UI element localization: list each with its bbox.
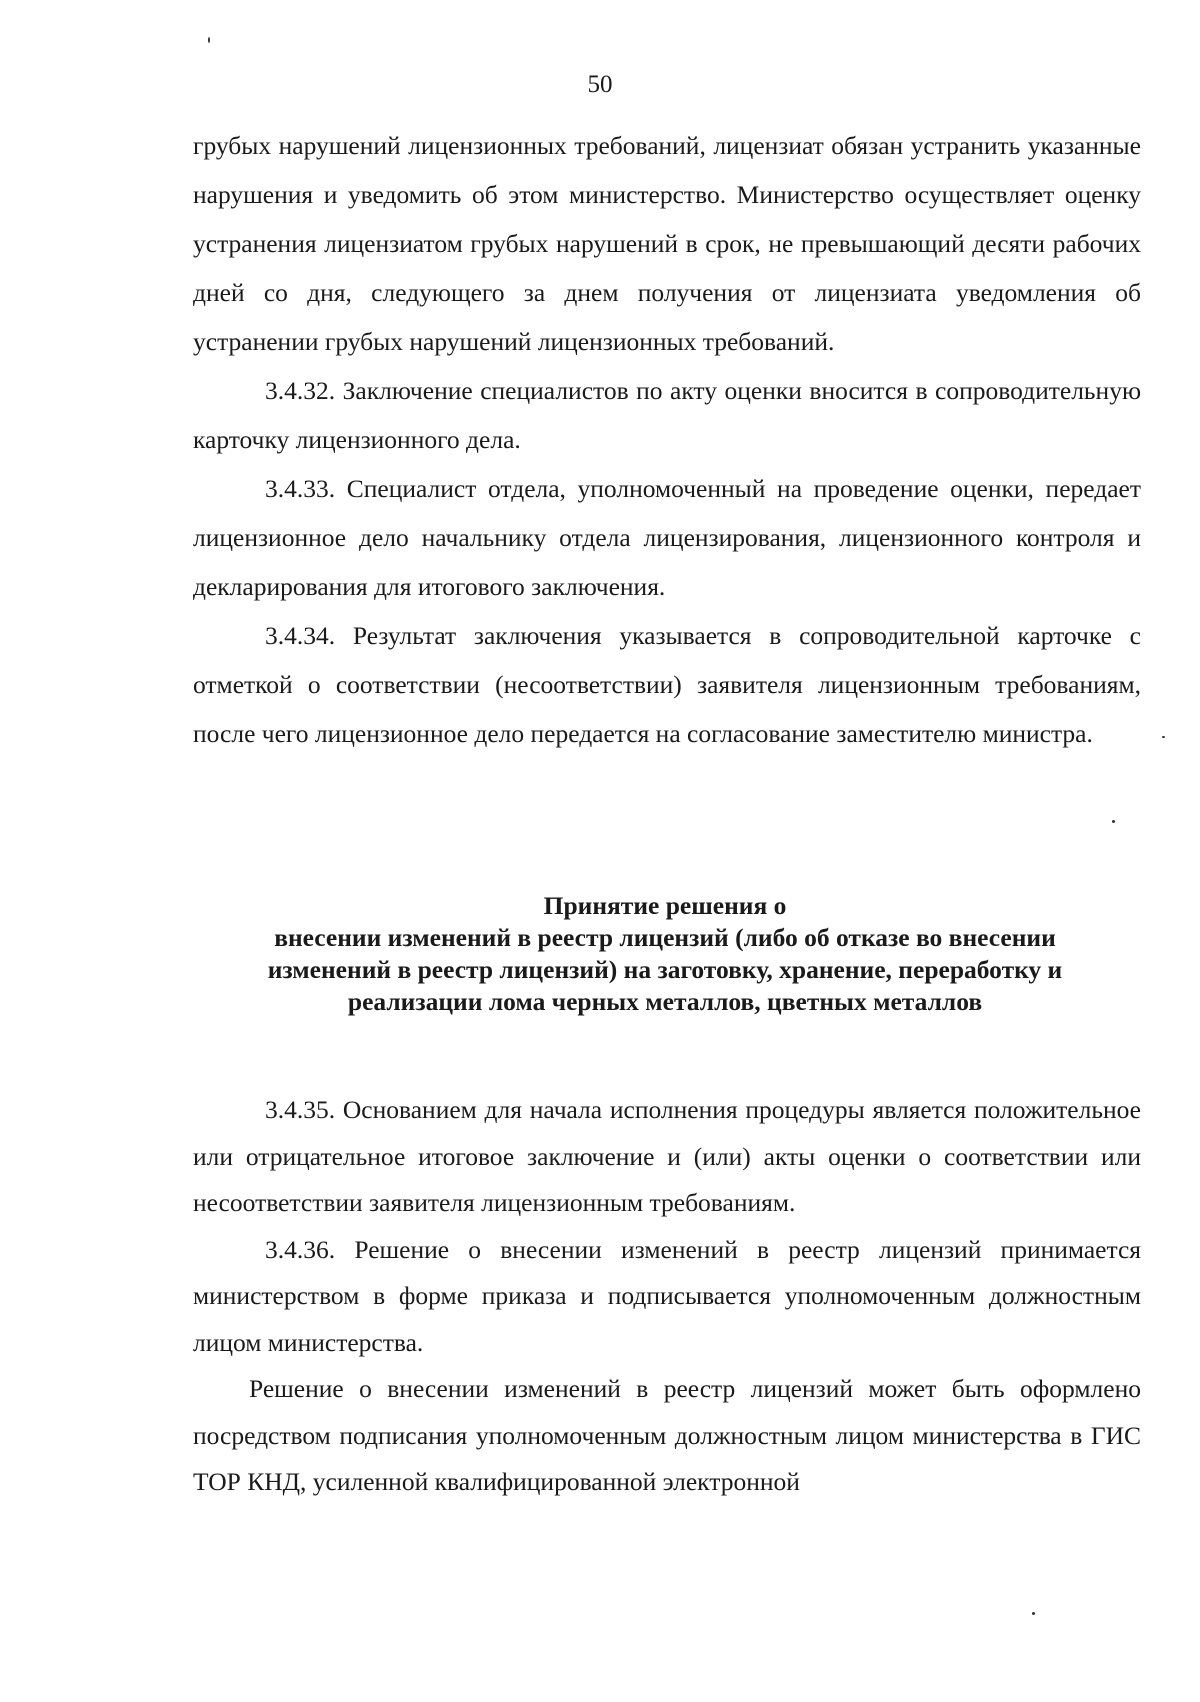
heading-line: Принятие решения о xyxy=(543,891,787,920)
paragraph-decision: Решение о внесении изменений в реестр лицензий может быть оформлено посредством подписания уполномоченным должностным лицом министерства в ГИС ТОР КНД, усиленной квалифицированной электронной xyxy=(193,1374,1141,1496)
scan-speck xyxy=(1162,736,1165,738)
scan-speck xyxy=(208,37,210,43)
heading-line: изменений в реестр лицензий) на заготовку, хранение, переработку и xyxy=(267,955,1063,984)
heading-line: внесении изменений в реестр лицензий (либо об отказе во внесении xyxy=(274,923,1056,952)
scan-speck xyxy=(1112,820,1115,823)
body-text-upper xyxy=(193,121,1141,758)
body-text-lower xyxy=(193,1087,1141,1506)
paragraph-3-4-35: 3.4.35. Основанием для начала исполнения процедуры является положительное или отрицательное итоговое заключение и (или) акты оценки о соответствии или несоответствии заявителя лицензионным требованиям. xyxy=(193,1095,1141,1217)
page-number: 50 xyxy=(587,71,613,98)
paragraph-3-4-36: 3.4.36. Решение о внесении изменений в реестр лицензий принимается министерством в форме приказа и подписывается уполномоченным должностным лицом министерства. xyxy=(193,1234,1141,1357)
section-heading xyxy=(150,890,1180,1018)
paragraph-3-4-32: 3.4.32. Заключение специалистов по акту оценки вносится в сопроводительную карточку лицензионного дела. xyxy=(193,376,1141,454)
paragraph-3-4-33: 3.4.33. Специалист отдела, уполномоченный на проведение оценки, передает лицензионное дело начальнику отдела лицензирования, лицензионного контроля и декларирования для итогового заключения. xyxy=(193,474,1141,601)
scan-speck xyxy=(1032,1612,1035,1615)
paragraph-continuation: грубых нарушений лицензионных требований, лицензиат обязан устранить указанные нарушения и уведомить об этом министерство. Министерство осуществляет оценку устранения лицензиатом грубых нарушений в срок, не превышающий десяти рабочих дней со дня, следующего за днем получения от лицензиата уведомления об устранении грубых нарушений лицензионных требований. xyxy=(193,131,1141,356)
paragraph-3-4-34: 3.4.34. Результат заключения указывается в сопроводительной карточке с отметкой о соответствии (несоответствии) заявителя лицензионным требованиям, после чего лицензионное дело передается на согласование заместителю министра. xyxy=(193,621,1141,748)
heading-line: реализации лома черных металлов, цветных металлов xyxy=(347,987,983,1016)
